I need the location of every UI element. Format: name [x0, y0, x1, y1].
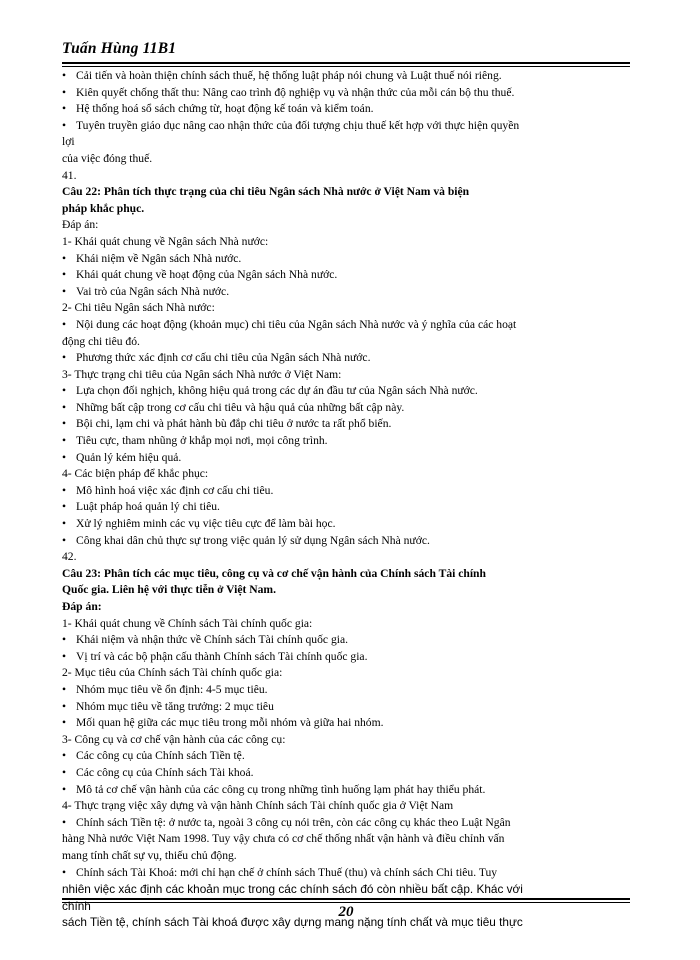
bullet-line [62, 865, 630, 882]
page-number: 20 [338, 904, 354, 920]
bullet-icon: • [62, 102, 67, 116]
bullet-icon: • [62, 251, 67, 265]
bullet-icon: • [62, 317, 67, 331]
question-heading-line [62, 566, 630, 583]
question-heading-line [62, 582, 630, 599]
line-text: 2- Chi tiêu Ngân sách Nhà nước: [62, 301, 215, 315]
bullet-line [62, 815, 630, 832]
line-text: Lựa chọn đối nghịch, không hiệu quả trong các dự án đầu tư của Ngân sách Nhà nước. [76, 384, 478, 398]
line-text: Câu 23: Phân tích các mục tiêu, công cụ và cơ chế vận hành của Chính sách Tài chính [62, 566, 486, 580]
line-text: Kiên quyết chống thất thu: Nâng cao trình độ nghiệp vụ và nhận thức của mỗi cán bộ thu thuế. [76, 85, 515, 99]
text-line [62, 848, 630, 865]
bullet-line [62, 400, 630, 417]
bullet-line [62, 682, 630, 699]
bullet-line [62, 433, 630, 450]
line-text: 3- Công cụ và cơ chế vận hành của các công cụ: [62, 732, 286, 746]
line-text: 3- Thực trạng chi tiêu của Ngân sách Nhà nước ở Việt Nam: [62, 367, 342, 381]
bullet-line [62, 748, 630, 765]
document-page [62, 40, 630, 930]
question-heading-line [62, 599, 630, 616]
bullet-line [62, 699, 630, 716]
text-line [62, 234, 630, 251]
bullet-line [62, 499, 630, 516]
line-text: Vị trí và các bộ phận cấu thành Chính sách Tài chính quốc gia. [76, 649, 368, 663]
footer-rule-thin [62, 902, 630, 903]
line-text: Công khai dân chủ thực sự trong việc quản lý sử dụng Ngân sách Nhà nước. [76, 533, 430, 547]
bullet-icon: • [62, 268, 67, 282]
bullet-line [62, 649, 630, 666]
text-line [62, 367, 630, 384]
bullet-line [62, 383, 630, 400]
bullet-icon: • [62, 69, 67, 82]
text-line [62, 466, 630, 483]
text-line [62, 134, 630, 151]
line-text: hàng Nhà nước Việt Nam 1998. Tuy vậy chưa có cơ chế thống nhất vận hành và điều chỉnh vấn [62, 832, 505, 846]
bullet-icon: • [62, 682, 67, 696]
text-line [62, 616, 630, 633]
bullet-icon: • [62, 284, 67, 298]
bullet-icon: • [62, 400, 67, 414]
line-text: Chính sách Tài Khoá: mới chỉ hạn chế ở chính sách Thuế (thu) và chính sách Chi tiêu. Tuy [76, 865, 498, 879]
line-text: Nội dung các hoạt động (khoản mục) chi tiêu của Ngân sách Nhà nước và ý nghĩa của các hoạt [76, 317, 517, 331]
line-text: Khái niệm và nhận thức về Chính sách Tài chính quốc gia. [76, 633, 349, 647]
bullet-icon: • [62, 699, 67, 713]
line-text: Tiêu cực, tham nhũng ở khắp mọi nơi, mọi công trình. [76, 434, 328, 448]
line-text: 1- Khái quát chung về Ngân sách Nhà nước: [62, 234, 269, 248]
line-text: Mô hình hoá việc xác định cơ cấu chi tiêu. [76, 483, 274, 497]
text-line [62, 217, 630, 234]
document-body [62, 68, 630, 931]
bullet-icon: • [62, 533, 67, 547]
bullet-icon: • [62, 384, 67, 398]
bullet-icon: • [62, 500, 67, 514]
text-line [62, 881, 630, 898]
bullet-icon: • [62, 517, 67, 531]
line-text: Nhóm mục tiêu về ổn định: 4-5 mục tiêu. [76, 682, 268, 696]
text-line [62, 665, 630, 682]
bullet-icon: • [62, 434, 67, 448]
line-text: mang tính chất sự vụ, thiếu chủ động. [62, 848, 237, 862]
line-text: Bội chi, lạm chi và phát hành bù đắp chi tiêu ở nước ta rất phổ biến. [76, 417, 392, 431]
text-line [62, 798, 630, 815]
question-heading-line [62, 184, 630, 201]
bullet-line [62, 416, 630, 433]
bullet-icon: • [62, 649, 67, 663]
bullet-icon: • [62, 85, 67, 99]
line-text: pháp khắc phục. [62, 201, 145, 215]
line-text: Chính sách Tiền tệ: ở nước ta, ngoài 3 công cụ nói trên, còn các công cụ khác theo Luật Ngân [76, 815, 511, 829]
bullet-line [62, 284, 630, 301]
line-text: Tuyên truyền giáo dục nâng cao nhận thức của đối tượng chịu thuế kết hợp với thực hiện quyền [76, 118, 520, 132]
line-text: Quốc gia. Liên hệ với thực tiễn ở Việt Nam. [62, 583, 276, 597]
line-text: của việc đóng thuế. [62, 151, 153, 165]
line-text: 4- Các biện pháp để khắc phục: [62, 467, 209, 481]
bullet-icon: • [62, 716, 67, 730]
line-text: lợi [62, 135, 75, 149]
bullet-line [62, 350, 630, 367]
line-text: Các công cụ của Chính sách Tài khoá. [76, 765, 254, 779]
line-text: 42. [62, 550, 77, 564]
bullet-icon: • [62, 865, 67, 879]
bullet-line [62, 251, 630, 268]
bullet-line [62, 516, 630, 533]
line-text: Các công cụ của Chính sách Tiền tệ. [76, 749, 245, 763]
line-text: Mô tả cơ chế vận hành của các công cụ trong những tình huống lạm phát hay thiểu phát. [76, 782, 486, 796]
line-text: Hệ thống hoá sổ sách chứng từ, hoạt động kế toán và kiểm toán. [76, 102, 374, 116]
line-text: 41. [62, 168, 77, 182]
bullet-icon: • [62, 765, 67, 779]
line-text: Câu 22: Phân tích thực trạng của chi tiêu Ngân sách Nhà nước ở Việt Nam và biện [62, 185, 470, 199]
bullet-line [62, 765, 630, 782]
text-line [62, 549, 630, 566]
line-text: Vai trò của Ngân sách Nhà nước. [76, 284, 230, 298]
text-line [62, 732, 630, 749]
line-text: Cải tiến và hoàn thiện chính sách thuế, hệ thống luật pháp nói chung và Luật thuế nói riêng. [76, 69, 502, 82]
header-rule-thin [62, 66, 630, 67]
line-text: 2- Mục tiêu của Chính sách Tài chính quốc gia: [62, 666, 283, 680]
bullet-line [62, 483, 630, 500]
bullet-line [62, 632, 630, 649]
bullet-line [62, 85, 630, 102]
line-text: Quản lý kém hiệu quả. [76, 450, 182, 464]
bullet-line [62, 317, 630, 334]
text-line [62, 831, 630, 848]
line-text: Phương thức xác định cơ cấu chi tiêu của Ngân sách Nhà nước. [76, 351, 371, 365]
line-text: Đáp án: [62, 600, 102, 613]
bullet-line [62, 782, 630, 799]
bullet-line [62, 68, 630, 85]
bullet-line [62, 715, 630, 732]
question-heading-line [62, 201, 630, 218]
header-title: Tuấn Hùng 11B1 [62, 40, 177, 57]
line-text: Xử lý nghiêm minh các vụ việc tiêu cực để làm bài học. [76, 517, 336, 531]
line-text: Những bất cập trong cơ cấu chi tiêu và hậu quả của những bất cập này. [76, 400, 405, 414]
line-text: chính [62, 898, 91, 913]
bullet-icon: • [62, 815, 67, 829]
line-text: Khái niệm về Ngân sách Nhà nước. [76, 251, 242, 265]
line-text: nhiên việc xác định các khoản mục trong các chính sách đó còn nhiều bất cập. Khác với [62, 882, 523, 897]
bullet-line [62, 450, 630, 467]
footer-rule [62, 898, 630, 900]
text-line [62, 300, 630, 317]
bullet-icon: • [62, 483, 67, 497]
bullet-icon: • [62, 450, 67, 464]
bullet-icon: • [62, 782, 67, 796]
bullet-icon: • [62, 633, 67, 647]
bullet-line [62, 118, 630, 135]
line-text: Đáp án: [62, 218, 99, 232]
bullet-icon: • [62, 118, 67, 132]
bullet-line [62, 267, 630, 284]
line-text: Luật pháp hoá quản lý chi tiêu. [76, 500, 220, 514]
bullet-icon: • [62, 417, 67, 431]
line-text: 4- Thực trạng việc xây dựng và vận hành Chính sách Tài chính quốc gia ở Việt Nam [62, 799, 454, 813]
line-text: Nhóm mục tiêu về tăng trưởng: 2 mục tiêu [76, 699, 274, 713]
line-text: 1- Khái quát chung về Chính sách Tài chính quốc gia: [62, 616, 313, 630]
text-line [62, 168, 630, 185]
text-line [62, 151, 630, 168]
text-line [62, 334, 630, 351]
bullet-line [62, 101, 630, 118]
bullet-line [62, 533, 630, 550]
bullet-icon: • [62, 749, 67, 763]
line-text: sách Tiền tệ, chính sách Tài khoá được xây dựng mang nặng tính chất và mục tiêu thực [62, 915, 523, 930]
bullet-icon: • [62, 351, 67, 365]
line-text: Mối quan hệ giữa các mục tiêu trong mỗi nhóm và giữa hai nhóm. [76, 716, 384, 730]
header-rule [62, 62, 630, 64]
line-text: động chi tiêu đó. [62, 334, 140, 348]
line-text: Khái quát chung về hoạt động của Ngân sách Nhà nước. [76, 268, 338, 282]
